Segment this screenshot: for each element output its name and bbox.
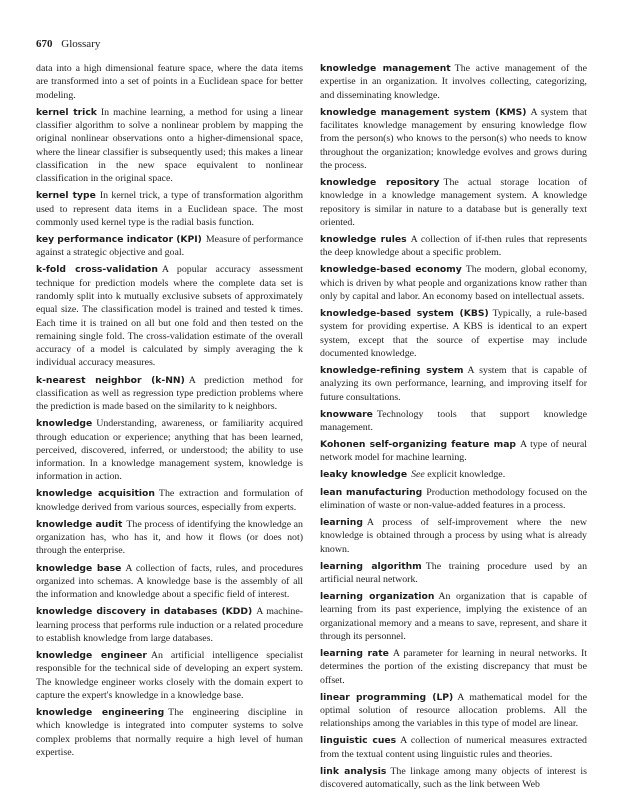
page-number: 670 — [36, 38, 53, 50]
glossary-entry — [320, 263, 587, 303]
glossary-entry — [320, 516, 587, 556]
glossary-entry — [36, 62, 303, 102]
entry-definition: The engineering discipline in which knowledge is integrated into computer systems to solve complex problems that normally require a high level of human expertise. — [36, 706, 303, 758]
entry-definition: A collection of if-then rules that represents the deep knowledge about a specific problem. — [320, 233, 587, 259]
entry-definition: The process of identifying the knowledge an organization has, who has it, and how it flows (or does not) through the enterprise. — [36, 518, 303, 557]
entry-term: k-fold cross-validation — [36, 264, 158, 276]
entry-term: key performance indicator (KPI) — [36, 233, 202, 245]
glossary-entry — [320, 468, 587, 481]
entry-term: lean manufacturing — [320, 486, 423, 498]
entry-definition: The linkage among many objects of interest is discovered automatically, such as the link between Web — [320, 765, 587, 791]
entry-term: knowledge-refining system — [320, 365, 464, 377]
entry-term: knowledge engineer — [36, 649, 147, 661]
entry-definition: An artificial intelligence specialist responsible for the technical side of developing an expert system. The knowledge engineer works closely with the domain expert to capture the expert's knowledge in a knowledge base. — [36, 649, 303, 701]
glossary-entry — [320, 233, 587, 260]
entry-definition: A collection of numerical measures extracted from the textual content using linguistic rules and theories. — [320, 735, 587, 760]
entry-definition: A machine-learning process that performs rule induction or a related procedure to establish knowledge from large databases. — [36, 606, 303, 644]
entry-definition: Technology tools that support knowledge management. — [320, 408, 587, 433]
entry-definition: A parameter for learning in neural networks. It determines the portion of the existing discrepancy that must be offset. — [320, 648, 587, 686]
glossary-entry — [320, 590, 587, 643]
glossary-column-left — [36, 62, 303, 763]
entry-term: knowledge-based system (KBS) — [320, 308, 489, 320]
glossary-entry — [320, 62, 587, 102]
entry-term: knowledge — [36, 418, 93, 430]
entry-term: kernel type — [36, 190, 96, 202]
entry-definition: In machine learning, a method for using a linear classifier algorithm to solve a nonlinear problem by mapping the original nonlinear observations onto a higher-dimensional space, where the linear classifier is subsequently used; this makes a linear classification in the new space equivalent to nonlinear classification in the original space. — [36, 106, 304, 185]
glossary-entry — [36, 649, 303, 702]
entry-term: knowledge discovery in databases (KDD) — [36, 606, 253, 618]
section-title: Glossary — [61, 38, 101, 50]
entry-definition: The active management of the expertise in an organization. It involves collecting, categorizing, and disseminating knowledge. — [320, 63, 587, 101]
entry-term: knowledge base — [36, 562, 122, 574]
glossary-entry — [320, 691, 587, 731]
entry-term: kernel trick — [36, 106, 97, 118]
glossary-entry — [320, 486, 587, 513]
entry-definition: The actual storage location of knowledge in a knowledge management system. A knowledge repository is similar in nature to a database but is generally text oriented. — [320, 176, 587, 228]
entry-definition: A process of self-improvement where the new knowledge is obtained through a process by using what is already known. — [320, 516, 587, 555]
glossary-entry — [36, 487, 303, 514]
glossary-entry — [36, 518, 303, 558]
see-reference: See — [411, 469, 425, 481]
entry-term: knowledge engineering — [36, 706, 165, 718]
entry-term: knowledge acquisition — [36, 488, 155, 500]
entry-definition: Production methodology focused on the elimination of waste or non-value-added features in a process. — [320, 486, 587, 511]
entry-term: linear programming (LP) — [320, 691, 454, 703]
entry-definition: In kernel trick, a type of transformation algorithm used to represent data items in a Euclidean space. The most commonly used kernel type is the radial basis function. — [36, 190, 304, 228]
glossary-entry — [36, 605, 303, 645]
glossary-entry — [36, 189, 303, 229]
entry-definition: The extraction and formulation of knowledge derived from various sources, especially from experts. — [36, 488, 303, 513]
glossary-entry — [36, 706, 303, 759]
entry-term: learning organization — [320, 591, 435, 603]
entry-term: knowledge-based economy — [320, 264, 462, 276]
glossary-entry — [36, 562, 303, 602]
entry-definition: A mathematical model for the optimal solution of resource allocation problems. All the relationships among the variables in this type of model are linear. — [320, 691, 587, 730]
entry-term: learning — [320, 516, 363, 528]
entry-definition: Understanding, awareness, or familiarity acquired through education or experience; anything that has been learned, perceived, discovered, inferred, or understood; the ability to use information. In a knowledge management system, knowledge is information in action. — [36, 418, 303, 483]
entry-definition: A system that facilitates knowledge management by ensuring knowledge flow from the person(s) who knows to the person(s) who needs to know throughout the organization; knowledge evolves and grows during the process. — [320, 106, 587, 171]
entry-term: knowledge management system (KMS) — [320, 106, 527, 118]
entry-term: Kohonen self-organizing feature map — [320, 439, 517, 451]
glossary-entry — [320, 765, 587, 792]
glossary-entry — [320, 647, 587, 687]
entry-definition: Typically, a rule-based system for providing expertise. A KBS is identical to an expert system, except that the source of expertise may include documented knowledge. — [320, 308, 587, 359]
entry-definition: A type of neural network model for machine learning. — [320, 439, 587, 464]
entry-definition: A prediction method for classification as well as regression type prediction problems where the prediction is made based on the similarity to k neighbors. — [36, 374, 303, 413]
glossary-column-right — [320, 62, 587, 795]
entry-term: leaky knowledge — [320, 469, 408, 481]
entry-term: knowledge repository — [320, 176, 440, 188]
entry-definition: An organization that is capable of learning from its past experience, implying the existence of an organizational memory and a means to save, represent, and share it through its personnel. — [320, 591, 587, 642]
glossary-entry — [320, 734, 587, 761]
page-header — [36, 38, 100, 50]
glossary-entry — [320, 106, 587, 172]
entry-definition: The modern, global economy, which is driven by what people and organizations know rather than only by capital and labor. An economy based on intellectual assets. — [320, 264, 587, 302]
entry-term: k-nearest neighbor (k-NN) — [36, 374, 185, 386]
entry-definition: Measure of performance against a strategic objective and goal. — [36, 233, 303, 259]
entry-definition: explicit knowledge. — [427, 469, 506, 481]
glossary-entry — [320, 438, 587, 465]
entry-definition: A popular accuracy assessment technique for prediction models where the complete data set is randomly split into k mutually exclusive subsets of approximately equal size. The classification model is trained and tested k times. Each time it is trained on all but one fold and then tested on the remaining single fold. The cross-validation estimate of the overall accuracy of a model is calculated by simply averaging the k individual accuracy measures. — [36, 264, 303, 369]
entry-term: knowledge rules — [320, 233, 407, 245]
entry-term: link analysis — [320, 765, 387, 777]
entry-term: knowledge audit — [36, 518, 123, 530]
entry-definition: The training procedure used by an artificial neural network. — [320, 560, 588, 585]
entry-term: learning algorithm — [320, 560, 422, 572]
entry-definition: data into a high dimensional feature space, where the data items are transformed into a set of points in a Euclidean space for better modeling. — [36, 63, 303, 101]
glossary-entry — [320, 307, 587, 360]
glossary-entry — [36, 233, 303, 260]
glossary-entry — [36, 374, 303, 414]
glossary-entry — [320, 364, 587, 404]
entry-term: linguistic cues — [320, 735, 397, 747]
glossary-entry — [320, 560, 587, 587]
entry-term: knowware — [320, 408, 373, 420]
entry-term: knowledge management — [320, 63, 451, 74]
entry-definition: A collection of facts, rules, and procedures organized into schemas. A knowledge base is the assembly of all the information and knowledge about a specific field of interest. — [36, 562, 304, 601]
entry-definition: A system that is capable of analyzing its own performance, learning, and improving itself for future consultations. — [320, 365, 587, 403]
glossary-entry — [320, 176, 587, 229]
glossary-entry — [36, 417, 303, 483]
glossary-entry — [36, 263, 303, 369]
glossary-entry — [36, 106, 303, 186]
glossary-entry — [320, 408, 587, 435]
entry-term: learning rate — [320, 648, 389, 660]
